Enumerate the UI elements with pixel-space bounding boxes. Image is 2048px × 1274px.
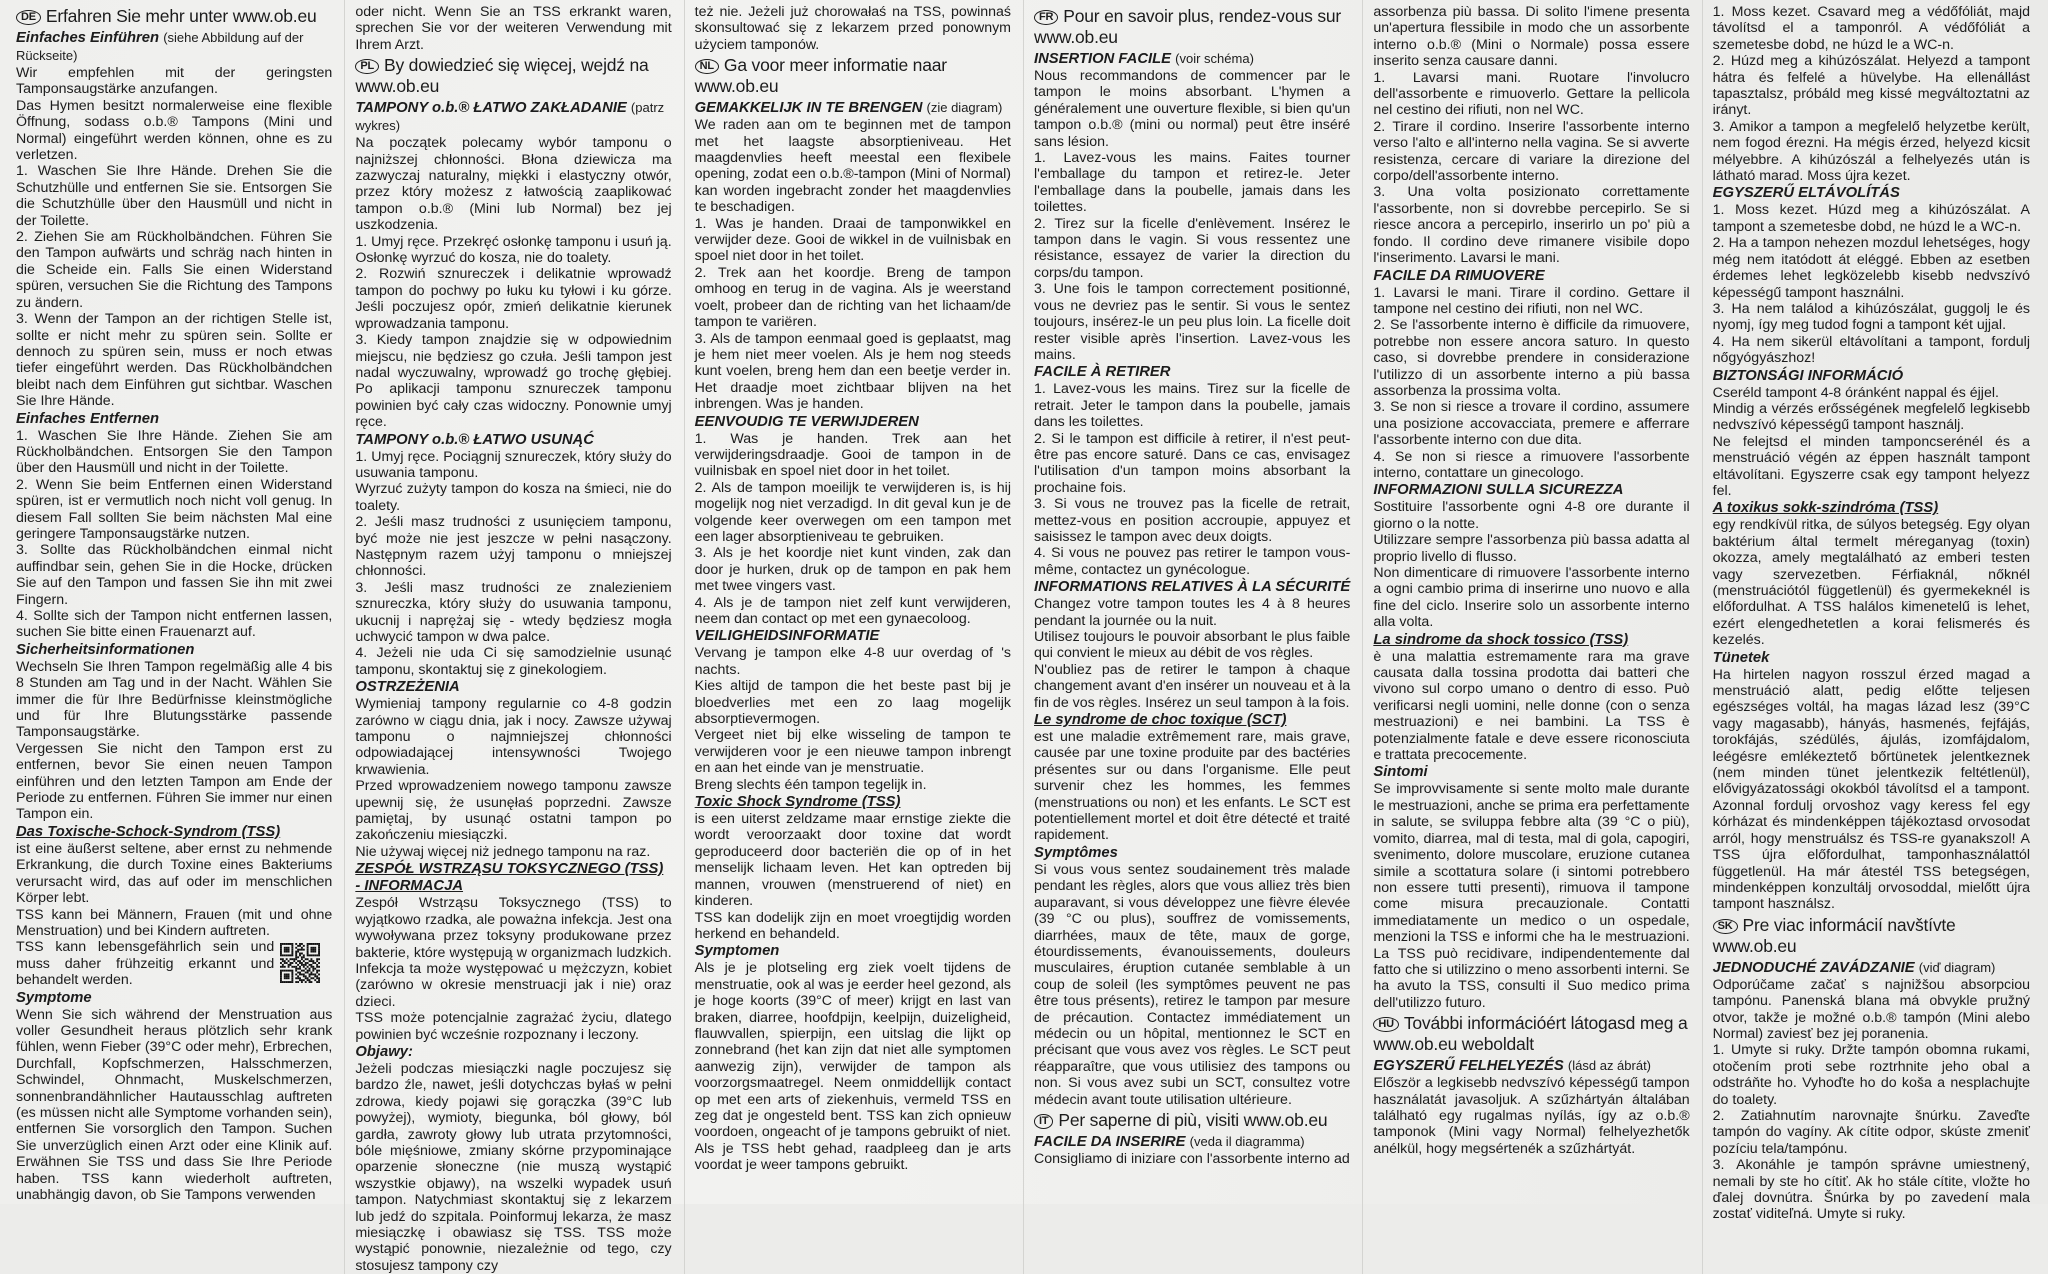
- section-heading-note: (lásd az ábrát): [1567, 1058, 1652, 1074]
- section-heading: [355, 861, 671, 895]
- body-paragraph: 2. Tirare il cordino. Inserire l'assorbente interno verso l'alto e all'interno nella vagina. Se si avverte resistenza, cercare di variare la direzione del corpo/dell'assorbente interno.: [1373, 118, 1690, 185]
- body-paragraph: est une maladie extrêmement rare, mais grave, causée par une toxine produite par des bactéries présentes sur ou dans l'organisme. Elle peut survenir chez les hommes, les femmes (menstruations ou non) et les enfants. Le SCT est potentiellement mortel et doit être détecté et traité rapidement.: [1034, 729, 1351, 844]
- body-paragraph: Nous recommandons de commencer par le tampon le moins absorbant. L'hymen a généralement une ouverture flexible, si bien qu'un tampon o.b.® (mini ou normal) peut être inséré sans lésion.: [1034, 68, 1351, 150]
- body-paragraph: 3. Amikor a tampon a megfelelő helyzetbe került, nem fogod érezni. Ha mégis érzed, helyezd kicsit mélyebbre. A kihúzószál a felhelyezés után is látható marad. Moss újra kezet.: [1712, 118, 2030, 185]
- text-column-5: [1363, 0, 1702, 1274]
- body-paragraph: 2. Rozwiń sznureczek i delikatnie wprowadź tampon do pochwy po łuku ku tyłowi i ku górze. Jeśli poczujesz opór, zmień delikatnie kierunek wprowadzania tamponu.: [355, 266, 672, 332]
- section-heading-note: (voir schéma): [1175, 51, 1254, 66]
- section-heading-text: Symptômes: [1034, 844, 1118, 861]
- body-paragraph: Changez votre tampon toutes les 4 à 8 heures pendant la journée ou la nuit.: [1034, 596, 1351, 629]
- body-paragraph: Wenn Sie sich während der Menstruation aus voller Gesundheit heraus plötzlich sehr krank fühlen, wenn Fieber (39°C oder mehr), Erbrechen, Durchfall, Kopfschmerzen, Halsschmerzen, Schwindel, Ohnmacht, Muskelschmerzen, sonnenbrandähnlicher Hautausschlag auftreten (es müssen nicht alle Symptome vorhanden sein), entfernen Sie vorsorglich den Tampon. Suchen Sie unverzüglich einen Arzt oder eine Klinik auf. Erwähnen Sie TSS und dass Sie Ihre Periode haben. TSS kann wiederholt auftreten, unabhängig davon, ob Sie Tampons verwenden: [16, 1006, 333, 1203]
- body-paragraph: Als je je plotseling erg ziek voelt tijdens de menstruatie, ook al was je eerder heel gezond, als je hoge koorts (39°C of meer) krijgt en last van braken, diarree, hoofdpijn, keelpijn, duizeligheid, flauwvallen, spierpijn, een uitslag die lijkt op zonnebrand (het kan zijn dat niet alle symptomen aanwezig zijn), verwijder de tampon als voorzorgsmaatregel. Neem onmiddellijk contact op met een arts of ziekenhuis, vermeld TSS en zeg dat je ongesteld bent. TSS kan zich opnieuw voordoen, ongeacht of je tampons gebruikt of niet. Als je TSS hebt gehad, raadpleeg dan je arts voordat je weer tampons gebruikt.: [694, 960, 1011, 1174]
- body-paragraph: też nie. Jeżeli już chorowałaś na TSS, powinnaś skonsultować się z lekarzem przed ponownym użyciem tamponów.: [694, 4, 1011, 53]
- section-heading: [1713, 959, 2030, 977]
- body-paragraph: 3. Sollte das Rückholbändchen einmal nicht auffindbar sein, gehen Sie in die Hocke, drücken Sie auf den Tampon und fassen Sie ihn mit zwei Fingern.: [16, 542, 333, 608]
- body-paragraph: 1. Waschen Sie Ihre Hände. Drehen Sie die Schutzhülle und entfernen Sie sie. Entsorgen Sie die Schutzhülle über den Hausmüll und nicht in der Toilette.: [16, 163, 333, 229]
- body-paragraph: assorbenza più bassa. Di solito l'imene presenta un'apertura flessibile in modo che un assorbente interno o.b.® (Mini o Normale) possa essere inserito senza causare danni.: [1373, 4, 1690, 70]
- body-paragraph: is een uiterst zeldzame maar ernstige ziekte die wordt veroorzaakt door toxine dat wordt geproduceerd door bacteriën die op of in het menselijk lichaam leven. Het kan optreden bij mannen, vrouwen (menstruerend of niet) en kinderen.: [694, 811, 1011, 910]
- section-heading-text: FACILE DA INSERIRE: [1034, 1133, 1186, 1150]
- body-paragraph: Wechseln Sie Ihren Tampon regelmäßig alle 4 bis 8 Stunden am Tag und in der Nacht. Wählen Sie immer die für Ihre Bedürfnisse kleinstmögliche und für Ihre Blutungsstärke passende Tamponsaugstärke.: [16, 658, 333, 741]
- section-heading-text: A toxikus sokk-szindróma (TSS): [1712, 500, 1939, 517]
- body-paragraph: 1. Was je handen. Draai de tamponwikkel en verwijder deze. Gooi de wikkel in de vuilnisbak en spoel niet door in het toilet.: [694, 215, 1011, 265]
- body-paragraph: oder nicht. Wenn Sie an TSS erkrankt waren, sprechen Sie vor der weiteren Verwendung mit Ihrem Arzt.: [355, 4, 672, 53]
- language-heading-text: Pre viac informácií navštívte www.ob.eu: [1712, 914, 1956, 956]
- language-heading-text: További információért látogasd meg a www.ob.eu weboldalt: [1373, 1013, 1688, 1055]
- body-paragraph: Először a legkisebb nedvszívó képességű tampon használatát javasoljuk. A szűzhártyán általában található egy rugalmas nyílás, így az o.b.® tamponok (Mini vagy Normal) felhelyezhetők anélkül, hogy megsértenék a szűzhártyát.: [1373, 1075, 1690, 1157]
- section-heading-text: Einfaches Entfernen: [16, 410, 160, 427]
- section-heading: [1713, 368, 2030, 385]
- section-heading-text: INFORMAZIONI SULLA SICUREZZA: [1373, 482, 1624, 499]
- body-paragraph: 1. Umyte si ruky. Držte tampón obomna rukami, otočením proti sebe roztrhnite jeho obal a odstráňte ho. Vyhoďte ho do koša a nesplachujte do toalety.: [1712, 1042, 2030, 1108]
- body-paragraph: Si vous vous sentez soudainement très malade pendant les règles, alors que vous alliez très bien auparavant, si vous développez une fièvre élevée (39 °C ou plus), souffrez de vomissements, diarrhées, maux de tête, maux de gorge, étourdissements, évanouissements, douleurs musculaires, éruption cutanée semblable à un coup de soleil (les symptômes peuvent ne pas être tous présents), retirez le tampon par mesure de précaution. Contactez immédiatement un médecin ou un hôpital, mentionnez le SCT en précisant que vous avez vos règles. Le SCT peut réapparaître, que vous utilisiez des tampons ou non. Si vous avez subi un SCT, consultez votre médecin avant toute utilisation ultérieure.: [1034, 861, 1351, 1108]
- body-paragraph: 4. Si vous ne pouvez pas retirer le tampon vous-même, contactez un gynécologue.: [1034, 545, 1351, 578]
- section-heading: [1373, 268, 1689, 285]
- body-paragraph: è una malattia estremamente rara ma grave causata dalla tossina prodotta dai batteri che vivono sul corpo umano o dentro di esso. Può verificarsi negli uomini, nelle donne (con o senza mestruazioni) e nei bambini. La TSS è potenzialmente fatale e deve essere riconosciuta e trattata precocemente.: [1373, 648, 1690, 764]
- body-paragraph: 1. Lavez-vous les mains. Faites tourner l'emballage du tampon et retirez-le. Jeter l'emballage dans la poubelle, jamais dans les toilettes.: [1034, 150, 1351, 216]
- body-paragraph: 2. Se l'assorbente interno è difficile da rimuovere, potrebbe non essere ancora saturo. In questo caso, si dovrebbe prendere in considerazione l'utilizzo di un assorbente interno a più bassa assorbenza la prossima volta.: [1373, 317, 1690, 399]
- section-heading: [695, 99, 1011, 117]
- body-paragraph: 4. Jeżeli nie uda Ci się samodzielnie usunąć tamponu, skontaktuj się z ginekologiem.: [355, 645, 672, 678]
- body-paragraph: 4. Sollte sich der Tampon nicht entfernen lassen, suchen Sie bitte einen Frauenarzt auf.: [16, 608, 333, 641]
- section-heading-text: La sindrome da shock tossico (TSS): [1373, 631, 1629, 648]
- section-heading-note: (zie diagram): [926, 100, 1003, 116]
- body-paragraph: Das Hymen besitzt normalerweise eine flexible Öffnung, sodass o.b.® Tampons (Mini und Normal) eingeführt werden können, ohne es zu verletzen.: [16, 97, 333, 164]
- text-column-3: [685, 0, 1024, 1274]
- language-code-badge: FR: [1034, 10, 1058, 25]
- section-heading: [1034, 1133, 1350, 1151]
- language-heading-text: By dowiedzieć się więcej, wejdź na www.ob.eu: [355, 55, 649, 97]
- language-heading-text: Ga voor meer informatie naar www.ob.eu: [694, 55, 947, 97]
- section-heading: [1034, 712, 1350, 729]
- body-paragraph: Kies altijd de tampon die het beste past bij je bloedverlies met een zo laag mogelijk absorptievermogen.: [694, 678, 1011, 728]
- body-paragraph: 2. Tirez sur la ficelle d'enlèvement. Insérez le tampon dans le vagin. Si vous ressentez une résistance, essayez de varier la direction du corps/du tampon.: [1034, 215, 1351, 281]
- section-heading-text: BIZTONSÁGI INFORMÁCIÓ: [1712, 367, 1904, 384]
- section-heading: [1713, 650, 2030, 667]
- body-paragraph: 3. Akonáhle je tampón správne umiestnený, nemali by ste ho cítiť. Ak ho stále cítite, vložte ho ďalej dovnútra. Šnúrka by po zavedení mala zostať viditeľná. Umyte si ruky.: [1712, 1157, 2030, 1223]
- section-heading-text: TAMPONY o.b.® ŁATWO USUNĄĆ: [355, 431, 594, 448]
- body-paragraph: 3. Wenn der Tampon an der richtigen Stelle ist, sollte er nicht mehr zu spüren sein. Sollte er dennoch zu spüren sein, muss er noch etwas tiefer eingeführt werden. Das Rückholbändchen bleibt nach dem Einführen gut sichtbar. Waschen Sie Ihre Hände.: [16, 311, 333, 410]
- body-paragraph: 1. Lavarsi mani. Ruotare l'involucro dell'assorbente e rimuoverlo. Gettare la pellicola nel cestino dei rifiuti, non nel WC.: [1373, 69, 1690, 119]
- section-heading-text: FACILE DA RIMUOVERE: [1373, 267, 1545, 284]
- language-heading: [355, 55, 671, 97]
- body-paragraph: 1. Waschen Sie Ihre Hände. Ziehen Sie am Rückholbändchen. Entsorgen Sie den Tampon über den Hausmüll und nicht in der Toilette.: [16, 427, 333, 477]
- body-paragraph: Non dimenticare di rimuovere l'assorbente interno a ogni cambio prima di inserirne uno nuovo e alla fine del ciclo. Inserire solo un assorbente interno alla volta.: [1373, 565, 1690, 631]
- body-paragraph: Wymieniaj tampony regularnie co 4-8 godzin zarówno w ciągu dnia, jak i nocy. Zawsze używaj tamponu o najmniejszej chłonności odpowiadającej intensywności Twojego krwawienia.: [355, 696, 672, 778]
- body-paragraph: 2. Ziehen Sie am Rückholbändchen. Führen Sie den Tampon aufwärts und schräg nach hinten in die Scheide ein. Falls Sie einen Widerstand spüren, versuchen Sie die Richtung des Tampons zu ändern.: [16, 229, 333, 311]
- body-paragraph: 1. Umyj ręce. Przekręć osłonkę tamponu i usuń ją. Osłonkę wyrzuć do kosza, nie do toalety.: [355, 233, 672, 267]
- section-heading-text: INSERTION FACILE: [1034, 51, 1172, 67]
- qr-code-icon: [280, 943, 320, 983]
- section-heading: [16, 411, 332, 428]
- section-heading-text: FACILE À RETIRER: [1034, 364, 1171, 381]
- section-heading: [16, 29, 332, 65]
- body-paragraph: 2. Als de tampon moeilijk te verwijderen is, is hij mogelijk nog niet verzadigd. In dit geval kun je de volgende keer overwegen om een tampon met een lager absorptieniveau te gebruiken.: [694, 479, 1011, 545]
- section-heading: [16, 824, 332, 841]
- section-heading-text: Le syndrome de choc toxique (SCT): [1034, 712, 1287, 729]
- section-heading-text: JEDNODUCHÉ ZAVÁDZANIE: [1712, 959, 1915, 976]
- section-heading-note: (viď diagram): [1918, 959, 1996, 975]
- body-paragraph: 2. Wenn Sie beim Entfernen einen Widerstand spüren, ist er vermutlich noch nicht voll genug. In diesem Fall sollten Sie beim nächsten Mal eine geringere Tamponsaugstärke nutzen.: [16, 476, 333, 542]
- language-heading-text: Pour en savoir plus, rendez-vous sur www.ob.eu: [1034, 6, 1342, 47]
- body-paragraph: Utilizzare sempre l'assorbenza più bassa adatta al proprio livello di flusso.: [1373, 532, 1690, 565]
- section-heading-text: Tünetek: [1712, 649, 1770, 666]
- body-paragraph: 3. Als de tampon eenmaal goed is geplaatst, mag je hem niet meer voelen. Als je hem nog steeds kunt voelen, breng hem dan een beetje verder in. Het draadje moet zichtbaar blijven na het inbrengen. Was je handen.: [694, 330, 1011, 413]
- body-paragraph: egy rendkívül ritka, de súlyos betegség. Egy olyan baktérium által termelt méreganyag (toxin) okozza, amely megtalálható az emberi testen vagy szervezetben. Férfiaknál, nőknél (menstruációtól függetlenül) és gyermekeknél is előfordulhat. A TSS halálos kimenetelű is lehet, ezért elengedhetetlen a korai felismerés és kezelés.: [1712, 517, 2030, 649]
- section-heading-note: (veda il diagramma): [1189, 1133, 1305, 1149]
- language-code-badge: HU: [1373, 1017, 1399, 1032]
- language-heading-text: Per saperne di più, visiti www.ob.eu: [1058, 1109, 1328, 1130]
- section-heading: [1713, 185, 2030, 202]
- body-paragraph: 1. Moss kezet. Húzd meg a kihúzószálat. A tampont a szemetesbe dobd, ne húzd le a WC-n.: [1712, 202, 2030, 235]
- section-heading: [1034, 364, 1350, 381]
- body-paragraph: Przed wprowadzeniem nowego tamponu zawsze upewnij się, że usunęłaś poprzedni. Zawsze pamiętaj, by usunąć ostatni tampon po zakończeniu miesiączki.: [355, 778, 672, 844]
- section-heading-note: (patrz wykres): [355, 100, 665, 134]
- text-column-2: [345, 0, 684, 1274]
- body-paragraph: ist eine äußerst seltene, aber ernst zu nehmende Erkrankung, die durch Toxine eines Bakteriums verursacht wird, das auf oder im menschlichen Körper lebt.: [16, 840, 333, 907]
- section-heading-note: (siehe Abbildung auf der Rückseite): [16, 30, 304, 63]
- body-paragraph: We raden aan om te beginnen met de tampon met het laagste absorptieniveau. Het maagdenvlies heeft meestal een flexibele opening, zodat een o.b.®-tampon (Mini of Normal) kan worden ingebracht zonder het maagdenvlies te beschadigen.: [694, 117, 1011, 216]
- section-heading: [1373, 482, 1689, 499]
- section-heading-text: Toxic Shock Syndrome (TSS): [694, 794, 901, 811]
- language-code-badge: SK: [1713, 919, 1738, 934]
- body-paragraph: Vergeet niet bij elke wisseling de tampon te verwijderen voor je een nieuwe tampon inbrengt en aan het einde van je menstruatie.: [694, 727, 1011, 777]
- body-paragraph: Nie używaj więcej niż jednego tamponu na raz.: [355, 843, 651, 860]
- section-heading: [1034, 579, 1350, 596]
- section-heading-text: OSTRZEŻENIA: [355, 679, 460, 696]
- section-heading: [1034, 50, 1350, 68]
- body-paragraph: 3. Ha nem találod a kihúzószálat, guggolj le és nyomj, így meg tudod fogni a tampont két ujjal.: [1712, 300, 2030, 334]
- section-heading: [1373, 764, 1689, 781]
- section-heading: [355, 432, 671, 449]
- body-paragraph: Vergessen Sie nicht den Tampon erst zu entfernen, bevor Sie einen neuen Tampon einführen und den letzten Tampon am Ende der Periode zu entfernen. Führen Sie immer nur einen Tampon ein.: [16, 740, 333, 823]
- language-code-badge: PL: [355, 59, 379, 74]
- language-heading: [1713, 915, 2030, 957]
- body-paragraph: TSS kann bei Männern, Frauen (mit und ohne Menstruation) und bei Kindern auftreten.: [16, 906, 333, 939]
- section-heading-text: EGYSZERŰ FELHELYEZÉS: [1373, 1058, 1564, 1075]
- section-heading: [695, 414, 1011, 431]
- body-paragraph: Jeżeli podczas miesiączki nagle poczujesz się bardzo źle, nawet, jeśli dotychczas byłaś w pełni zdrowa, kiedy pojawi się gorączka (39°C lub powyżej), wymioty, biegunka, ból głowy, ból gardła, zawroty głowy lub utrata przytomności, bóle mięśniowe, zmiany skórne przypominające oparzenie słoneczne (nie muszą wystąpić wszystkie objawy), na wszelki wypadek usuń tampon. Natychmiast skontaktuj się z lekarzem lub jedź do szpitala. Poinformuj lekarza, że masz miesiączkę i obawiasz się TSS. TSS może wystąpić ponownie, niezależnie od tego, czy stosujesz tampony czy: [355, 1060, 672, 1274]
- body-paragraph: Sostituire l'assorbente ogni 4-8 ore durante il giorno o la notte.: [1373, 499, 1690, 532]
- body-paragraph: 3. Si vous ne trouvez pas la ficelle de retrait, mettez-vous en position accroupie, appuyez et saisissez le tampon avec deux doigts.: [1034, 496, 1351, 545]
- body-paragraph: TSS kan dodelijk zijn en moet vroegtijdig worden herkend en behandeld.: [694, 909, 1011, 942]
- body-paragraph: 1. Moss kezet. Csavard meg a védőfóliát, majd távolítsd el a tamponról. A védőfóliát a szemetesbe dobd, ne húzd le a WC-n.: [1712, 4, 2030, 53]
- body-paragraph: 4. Als je de tampon niet zelf kunt verwijderen, neem dan contact op met een gynaecoloog.: [694, 594, 1011, 627]
- section-heading-text: Objawy:: [355, 1043, 413, 1060]
- body-paragraph: 3. Jeśli masz trudności ze znalezieniem sznureczka, który służy do usuwania tamponu, ukucnij i naprężaj się - wtedy będziesz mogła uchwycić tampon w dwa palce.: [355, 579, 672, 645]
- body-paragraph: Vervang je tampon elke 4-8 uur overdag of 's nachts.: [694, 645, 1011, 678]
- section-heading: [1373, 632, 1689, 649]
- section-heading-text: EENVOUDIG TE VERWIJDEREN: [694, 413, 919, 430]
- language-heading-text: Erfahren Sie mehr unter www.ob.eu: [45, 6, 317, 26]
- body-paragraph: 1. Lavez-vous les mains. Tirez sur la ficelle de retrait. Jeter le tampon dans la poubelle, jamais dans les toilettes.: [1034, 381, 1351, 431]
- section-heading: [695, 943, 1011, 960]
- body-paragraph: Breng slechts één tampon tegelijk in.: [694, 776, 927, 793]
- body-paragraph: 4. Ha nem sikerül eltávolítani a tampont, fordulj nőgyógyászhoz!: [1712, 333, 2030, 367]
- body-paragraph: Wyrzuć zużyty tampon do kosza na śmieci, nie do toalety.: [355, 481, 672, 514]
- body-paragraph: 3. Una volta posizionato correttamente l'assorbente, non si dovrebbe percepirlo. Se si riesce ancora a percepirlo, inserirlo un po' più a fondo. Il cordino deve rimanere visibile dopo l'inserimento. Lavarsi le mani.: [1373, 184, 1690, 267]
- body-paragraph: 3. Als je het koordje niet kunt vinden, zak dan door je hurken, druk op de tampon en pak hem met twee vingers vast.: [694, 545, 1011, 595]
- body-paragraph: TSS może potencjalnie zagrażać życiu, dlatego powinien być wcześnie rozpoznany i leczony.: [355, 1010, 672, 1043]
- section-heading-text: VEILIGHEIDSINFORMATIE: [694, 628, 880, 645]
- section-heading-text: Sintomi: [1373, 764, 1428, 781]
- section-heading: [695, 628, 1011, 645]
- body-paragraph: Mindig a vérzés erősségének megfelelő legkisebb nedvszívó képességű tampont használj.: [1712, 400, 2030, 434]
- section-heading-text: Symptome: [16, 989, 92, 1006]
- section-heading: [355, 1044, 671, 1061]
- body-paragraph: 4. Se non si riesce a rimuovere l'assorbente interno, contattare un ginecologo.: [1373, 448, 1690, 481]
- section-heading: [1713, 500, 2030, 517]
- section-heading-text: Sicherheitsinformationen: [16, 641, 195, 658]
- language-code-badge: IT: [1034, 1114, 1053, 1129]
- section-heading: [355, 99, 671, 135]
- body-paragraph: Consigliamo di iniziare con l'assorbente interno ad: [1034, 1150, 1350, 1167]
- body-paragraph: Na początek polecamy wybór tamponu o najniższej chłonności. Błona dziewicza ma zazwyczaj naturalny, miękki i elastyczny otwór, przez który możesz z łatwością zaaplikować tampon o.b.® (Mini lub Normal) bez jej uszkodzenia.: [355, 135, 672, 234]
- body-paragraph: 1. Lavarsi le mani. Tirare il cordino. Gettare il tampone nel cestino dei rifiuti, non nel WC.: [1373, 284, 1690, 317]
- body-paragraph: 3. Se non si riesce a trovare il cordino, assumere una posizione accovacciata, premere e afferrare l'assorbente interno con due dita.: [1373, 399, 1690, 449]
- section-heading: [695, 794, 1011, 811]
- section-heading-text: ZESPÓŁ WSTRZĄSU TOKSYCZNEGO (TSS) - INFORMACJA: [355, 861, 664, 895]
- section-heading: [1373, 1057, 1689, 1075]
- language-code-badge: NL: [695, 59, 719, 74]
- section-heading-text: Das Toxische-Schock-Syndrom (TSS): [16, 823, 281, 840]
- body-paragraph: Ne felejtsd el minden tamponcserénél és a menstruáció végén az éppen használt tampont eltávolítani. Egyszerre csak egy tampont helyezz fel.: [1712, 433, 2030, 499]
- body-paragraph: 1. Was je handen. Trek aan het verwijderingsdraadje. Gooi de tampon in de vuilnisbak en spoel niet door in het toilet.: [694, 430, 1011, 480]
- section-heading-text: Symptomen: [694, 943, 780, 960]
- language-code-badge: DE: [16, 10, 41, 25]
- text-column-1: [6, 0, 345, 1274]
- body-paragraph: 2. Ha a tampon nehezen mozdul lehetséges, hogy még nem itatódott át eléggé. Ebben az esetben érdemes lehet legközelebb kisebb nedvszívó képességű tampont használni.: [1712, 235, 2030, 301]
- language-heading: [695, 55, 1011, 97]
- body-paragraph: Wir empfehlen mit der geringsten Tamponsaugstärke anzufangen.: [16, 65, 333, 98]
- body-paragraph: Odporúčame začať s najnižšou absorpciou tampónu. Panenská blana má obvykle pružný otvor, takže je možné o.b.® tampón (Mini alebo Normal) zaviesť bez jej poranenia.: [1712, 976, 2030, 1042]
- body-paragraph: Cseréld tampont 4-8 óránként nappal és éjjel.: [1712, 384, 1999, 401]
- text-column-4: [1024, 0, 1363, 1274]
- body-paragraph: 3. Kiedy tampon znajdzie się w odpowiednim miejscu, nie będziesz go czuła. Jeśli tampon jest nadal wyczuwalny, wprowadź go trochę głębiej. Po aplikacji tamponu sznureczek tamponu powinien być cały czas widoczny. Ponownie umyj ręce.: [355, 332, 672, 431]
- language-heading: [1034, 1110, 1350, 1131]
- body-paragraph: 2. Zatiahnutím narovnajte šnúrku. Zaveďte tampón do vagíny. Ak cítite odpor, skúste zmeniť pozíciu tela/tampónu.: [1712, 1107, 2030, 1157]
- body-paragraph: 2. Si le tampon est difficile à retirer, il n'est peut-être pas encore saturé. Dans ce cas, envisagez l'utilisation d'un tampon moins absorbant la prochaine fois.: [1034, 430, 1351, 496]
- body-paragraph: 2. Trek aan het koordje. Breng de tampon omhoog en terug in de vagina. Als je weerstand voelt, probeer dan de richting van het lichaam/de tampon te variëren.: [694, 264, 1011, 331]
- body-paragraph: 2. Jeśli masz trudności z usunięciem tamponu, być może nie jest jeszcze w pełni nasączony. Następnym razem użyj tamponu o mniejszej chłonności.: [355, 514, 672, 580]
- section-heading: [1034, 845, 1350, 862]
- section-heading-text: EGYSZERŰ ELTÁVOLÍTÁS: [1712, 185, 1900, 202]
- body-paragraph: 2. Húzd meg a kihúzószálat. Helyezd a tampont hátra és felfelé a hüvelybe. Ha ellenállást tapasztalsz, próbáld meg kissé megváltoztatni az irányt.: [1712, 53, 2030, 119]
- body-paragraph: Utilisez toujours le pouvoir absorbant le plus faible qui convient le mieux au débit de vos règles.: [1034, 629, 1351, 662]
- language-heading: [1373, 1013, 1689, 1055]
- body-paragraph: N'oubliez pas de retirer le tampon à chaque changement avant d'en insérer un nouveau et à la fin de vos règles. Insérez un seul tampon à la fois.: [1034, 661, 1351, 711]
- section-heading-text: INFORMATIONS RELATIVES À LA SÉCURITÉ: [1034, 579, 1351, 596]
- section-heading: [355, 679, 671, 696]
- body-paragraph: Zespół Wstrząsu Toksycznego (TSS) to wyjątkowo rzadka, ale poważna infekcja. Jest ona wywoływana przez toksyny produkowane przez bakterie, które występują w organizmach ludzkich. Infekcja ta może występować u mężczyzn, kobiet (zarówno w okresie menstruacji jak i nie) oraz dzieci.: [355, 895, 672, 1010]
- language-heading: [1034, 6, 1350, 48]
- section-heading-text: TAMPONY o.b.® ŁATWO ZAKŁADANIE: [355, 100, 627, 117]
- section-heading-text: Einfaches Einführen: [16, 30, 160, 46]
- language-heading: [16, 6, 332, 27]
- body-paragraph: 1. Umyj ręce. Pociągnij sznureczek, który służy do usuwania tamponu.: [355, 448, 672, 481]
- section-heading: [16, 642, 332, 659]
- text-column-6: [1703, 0, 2042, 1274]
- body-paragraph: TSS kann lebensgefährlich sein und muss daher frühzeitig erkannt und behandelt werden.: [16, 939, 275, 989]
- section-heading: [16, 990, 332, 1007]
- body-paragraph: Ha hirtelen nagyon rosszul érzed magad a menstruáció alatt, pedig előtte teljesen egészséges voltál, ha magas lázad lesz (39°C vagy magasabb), hányás, hasmenés, fejfájás, torokfájás, szédülés, ájulás, izomfájdalom, leégésre emlékeztető bőrtünetek jelentkeznek (nem minden tünet jelentkezik feltétlenül), elővigyázatossági okokból távolítsd el a tampont. Azonnal fordulj orvoshoz vagy keress fel egy kórházat és mindenképpen tájékoztasd orvosodat arról, hogy menstruálsz és TSS-re gyanakszol! A TSS újra előfordulhat, tamponhasználattól függetlenül. Ha már átestél TSS betegségen, mindenképpen konzultálj orvosoddal, mielőtt újra tampont használsz.: [1712, 666, 2030, 913]
- section-heading-text: GEMAKKELIJK IN TE BRENGEN: [694, 100, 923, 117]
- body-paragraph: Se improvvisamente si sente molto male durante le mestruazioni, anche se prima era perfettamente in salute, se sviluppa febbre alta (39 °C o più), vomito, diarrea, mal di testa, mal di gola, capogiri, svenimento, dolore muscolare, eruzione cutanea simile a scottatura solare (i sintomi potrebbero non essere tutti presenti), rimuova il tampone come misura precauzionale. Contatti immediatamente un medico o un ospedale, menzioni la TSS e informi che ha le mestruazioni. La TSS può recidivare, indipendentemente dal fatto che si utilizzino o meno assorbenti interni. Se ha avuto la TSS, consulti il Suo medico prima dell'utilizzo futuro.: [1373, 781, 1690, 1011]
- body-paragraph: 3. Une fois le tampon correctement positionné, vous ne devriez pas le sentir. Si vous le sentez toujours, insérez-le un peu plus loin. La ficelle doit rester visible après l'insertion. Lavez-vous les mains.: [1034, 281, 1351, 363]
